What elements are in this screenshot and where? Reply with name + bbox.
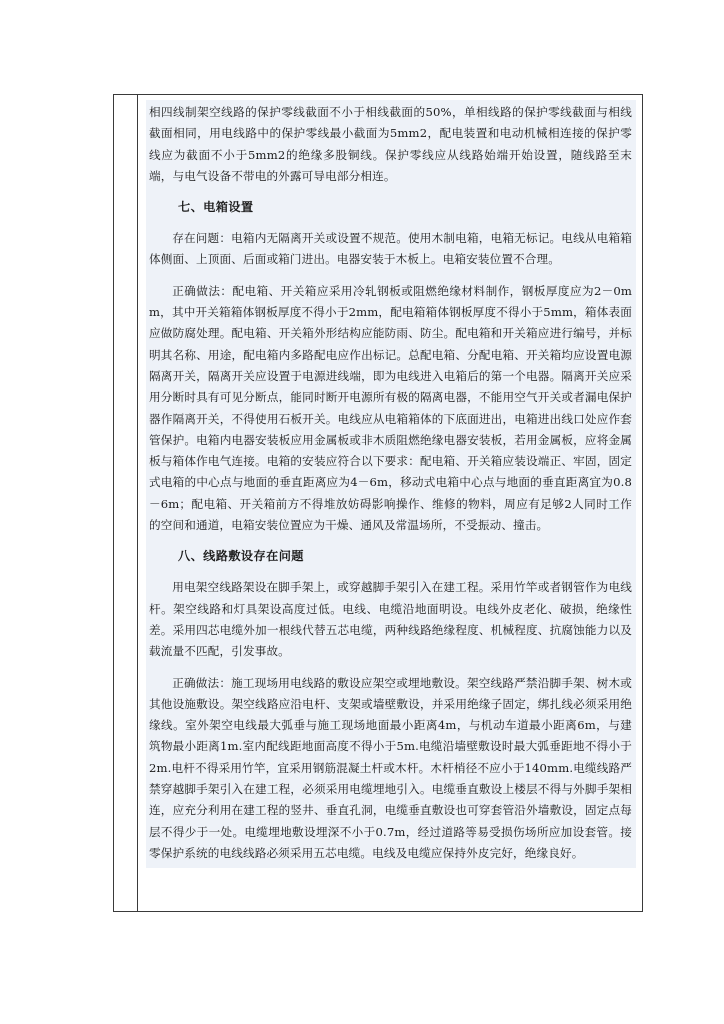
section-8-correct-paragraph: 正确做法：施工现场用电线路的敷设应架空或埋地敷设。架空线路严禁沿脚手架、树木或其他设施敷设。架空线路应沿电杆、支架或墙壁敷设，并采用绝缘子固定，绑扎线必须采用绝缘线。室外架空电线最大弧垂与施工现场地面最小距离4m，与机动车道最小距离6m，与建筑物最小距离1m.室内配线距地面高度不得小于5m.电缆沿墙壁敷设时最大弧垂距地不得小于2m.电杆不得采用竹竿，宜采用钢筋混凝土杆或木杆。木杆梢径不应小于140mm.电缆线路严禁穿越脚手架引入在建工程，必须采用电缆埋地引入。电缆垂直敷设上楼层不得与外脚手架相连，应充分利用在建工程的竖井、垂直孔洞，电缆垂直敷设也可穿套管沿外墙敷设，固定点每层不得少于一处。电缆埋地敷设埋深不小于0.7m，经过道路等易受损伤场所应加设套管。接零保护系统的电线线路必须采用五芯电缆。电线及电缆应保持外皮完好，绝缘良好。 [149, 675, 632, 860]
section-8-heading: 八、线路敷设存在问题 [178, 549, 304, 564]
section-7-heading: 七、电箱设置 [178, 200, 254, 215]
intro-paragraph: 相四线制架空线路的保护零线截面不小于相线截面的50%，单相线路的保护零线截面与相线截面相同，用电线路中的保护零线最小截面为5mm2，配电装置和电动机械相连接的保护零线应为截面不小于5mm2的绝缘多股铜线。保护零线应从线路始端开始设置，随线路至末端，与电气设备不带电的外露可导电部分相连。 [149, 105, 632, 183]
document-table [113, 94, 643, 912]
section-7-correct-paragraph: 正确做法：配电箱、开关箱应采用冷轧钢板或阻燃绝缘材料制作，钢板厚度应为2－0mm，其中开关箱箱体钢板厚度不得小于2mm，配电箱箱体钢板厚度不得小于5mm，箱体表面应做防腐处理。配电箱、开关箱外形结构应能防雨、防尘。配电箱和开关箱应进行编号，并标明其名称、用途，配电箱内多路配电应作出标记。总配电箱、分配电箱、开关箱均应设置电源隔离开关，隔离开关应设置于电源进线端，即为电线进入电箱后的第一个电器。隔离开关应采用分断时具有可见分断点，能同时断开电源所有极的隔离电器，不能用空气开关或者漏电保护器作隔离开关，不得使用石板开关。电线应从电箱箱体的下底面进出，电箱进出线口处应作套管保护。电箱内电器安装板应用金属板或非木质阻燃绝缘电器安装板，若用金属板，应将金属板与箱体作电气连接。电箱的安装应符合以下要求：配电箱、开关箱应装设端正、牢固，固定式电箱的中心点与地面的垂直距离应为4－6m，移动式电箱中心点与地面的垂直距离宜为0.8－6m；配电箱、开关箱前方不得堆放妨碍影响操作、维修的物料，周应有足够2人同时工作的空间和通道，电箱安装位置应为干燥、通风及常温场所，不受振动、撞击。 [149, 283, 632, 533]
content-block [146, 100, 636, 868]
content-cell [138, 95, 642, 911]
left-margin-column [114, 95, 138, 911]
section-8-problem-paragraph: 用电架空线路架设在脚手架上，或穿越脚手架引入在建工程。采用竹竿或者钢管作为电线杆。架空线路和灯具架设高度过低。电线、电缆沿地面明设。电线外皮老化、破损，绝缘性差。采用四芯电缆外加一根线代替五芯电缆，两种线路绝缘程度、机械程度、抗腐蚀能力以及载流量不匹配，引发事故。 [149, 580, 632, 659]
section-7-problem-paragraph: 存在问题：电箱内无隔离开关或设置不规范。使用木制电箱，电箱无标记。电线从电箱箱体侧面、上顶面、后面或箱门进出。电器安装于木板上。电箱安装位置不合理。 [149, 231, 632, 267]
